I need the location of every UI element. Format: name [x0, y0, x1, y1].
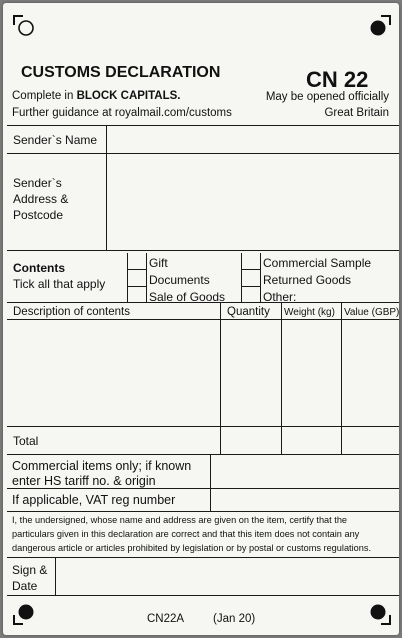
- footer-code: CN22A: [147, 613, 185, 625]
- value-field[interactable]: [342, 320, 397, 426]
- option-documents: Documents: [149, 273, 210, 287]
- option-commercial-sample: Commercial Sample: [263, 256, 372, 270]
- total-quantity-field[interactable]: [221, 427, 281, 454]
- option-gift: Gift: [149, 256, 168, 270]
- commercial-label: enter HS tariff no. & origin: [12, 474, 156, 488]
- total-label: Total: [13, 434, 39, 448]
- quantity-field[interactable]: [221, 320, 281, 426]
- description-field[interactable]: [8, 320, 220, 426]
- sender-address-label: Sender`s: [13, 176, 62, 190]
- col-description: Description of contents: [13, 306, 130, 318]
- commercial-sample-checkbox[interactable]: [242, 254, 260, 269]
- sender-address-label: Postcode: [13, 208, 64, 222]
- registration-mark-icon: [367, 15, 391, 39]
- hs-tariff-field[interactable]: [211, 455, 397, 488]
- col-quantity: Quantity: [227, 306, 270, 318]
- form-code: CN 22: [306, 67, 369, 92]
- divider: [7, 511, 399, 512]
- option-sale-of-goods: Sale of Goods: [149, 290, 226, 304]
- sender-address-label: Address &: [13, 192, 69, 206]
- guidance-text: Further guidance at royalmail.com/customs: [12, 107, 232, 119]
- documents-checkbox[interactable]: [128, 270, 146, 286]
- footer-edition: (Jan 20): [213, 613, 256, 625]
- total-value-field[interactable]: [342, 427, 397, 454]
- col-value: Value (GBP): [344, 307, 400, 318]
- sender-name-label: Sender`s Name: [13, 133, 98, 147]
- returned-goods-checkbox[interactable]: [242, 270, 260, 286]
- commercial-label: Commercial items only; if known: [12, 459, 192, 473]
- col-weight: Weight (kg): [284, 307, 335, 318]
- declaration-text: particulars given in this declaration are correct and that this item does not contain any: [12, 529, 360, 539]
- sign-label: Date: [12, 579, 38, 593]
- sender-name-field[interactable]: [107, 126, 395, 153]
- weight-field[interactable]: [282, 320, 341, 426]
- registration-mark-icon: [13, 601, 37, 625]
- divider: [260, 253, 261, 302]
- form-title: CUSTOMS DECLARATION: [21, 64, 221, 81]
- signature-date-field[interactable]: [57, 558, 397, 595]
- declaration-text: dangerous article or articles prohibited by legislation or by postal or customs regulations.: [12, 543, 372, 553]
- divider: [7, 250, 399, 251]
- vat-number-field[interactable]: [211, 489, 397, 511]
- other-checkbox[interactable]: [242, 287, 260, 302]
- divider: [146, 253, 147, 302]
- gift-checkbox[interactable]: [128, 254, 146, 269]
- divider: [7, 595, 399, 596]
- contents-sublabel: Tick all that apply: [13, 277, 106, 291]
- registration-mark-icon: [13, 15, 37, 39]
- declaration-text: I, the undersigned, whose name and address are given on the item, certify that the: [12, 515, 348, 525]
- opened-note: May be opened officially: [265, 91, 389, 103]
- option-returned-goods: Returned Goods: [263, 273, 352, 287]
- sender-address-field[interactable]: [107, 154, 395, 250]
- instruction-text: Complete in BLOCK CAPITALS.: [12, 90, 181, 102]
- vat-label: If applicable, VAT reg number: [12, 493, 176, 507]
- divider: [55, 557, 56, 595]
- country-label: Great Britain: [324, 107, 389, 119]
- sign-label: Sign &: [12, 563, 48, 577]
- contents-label: Contents: [13, 261, 65, 275]
- registration-mark-icon: [367, 601, 391, 625]
- cn22-form: [3, 3, 399, 635]
- option-other: Other:: [263, 290, 297, 304]
- sale-of-goods-checkbox[interactable]: [128, 287, 146, 302]
- total-weight-field[interactable]: [282, 427, 341, 454]
- other-details-field[interactable]: [303, 289, 395, 302]
